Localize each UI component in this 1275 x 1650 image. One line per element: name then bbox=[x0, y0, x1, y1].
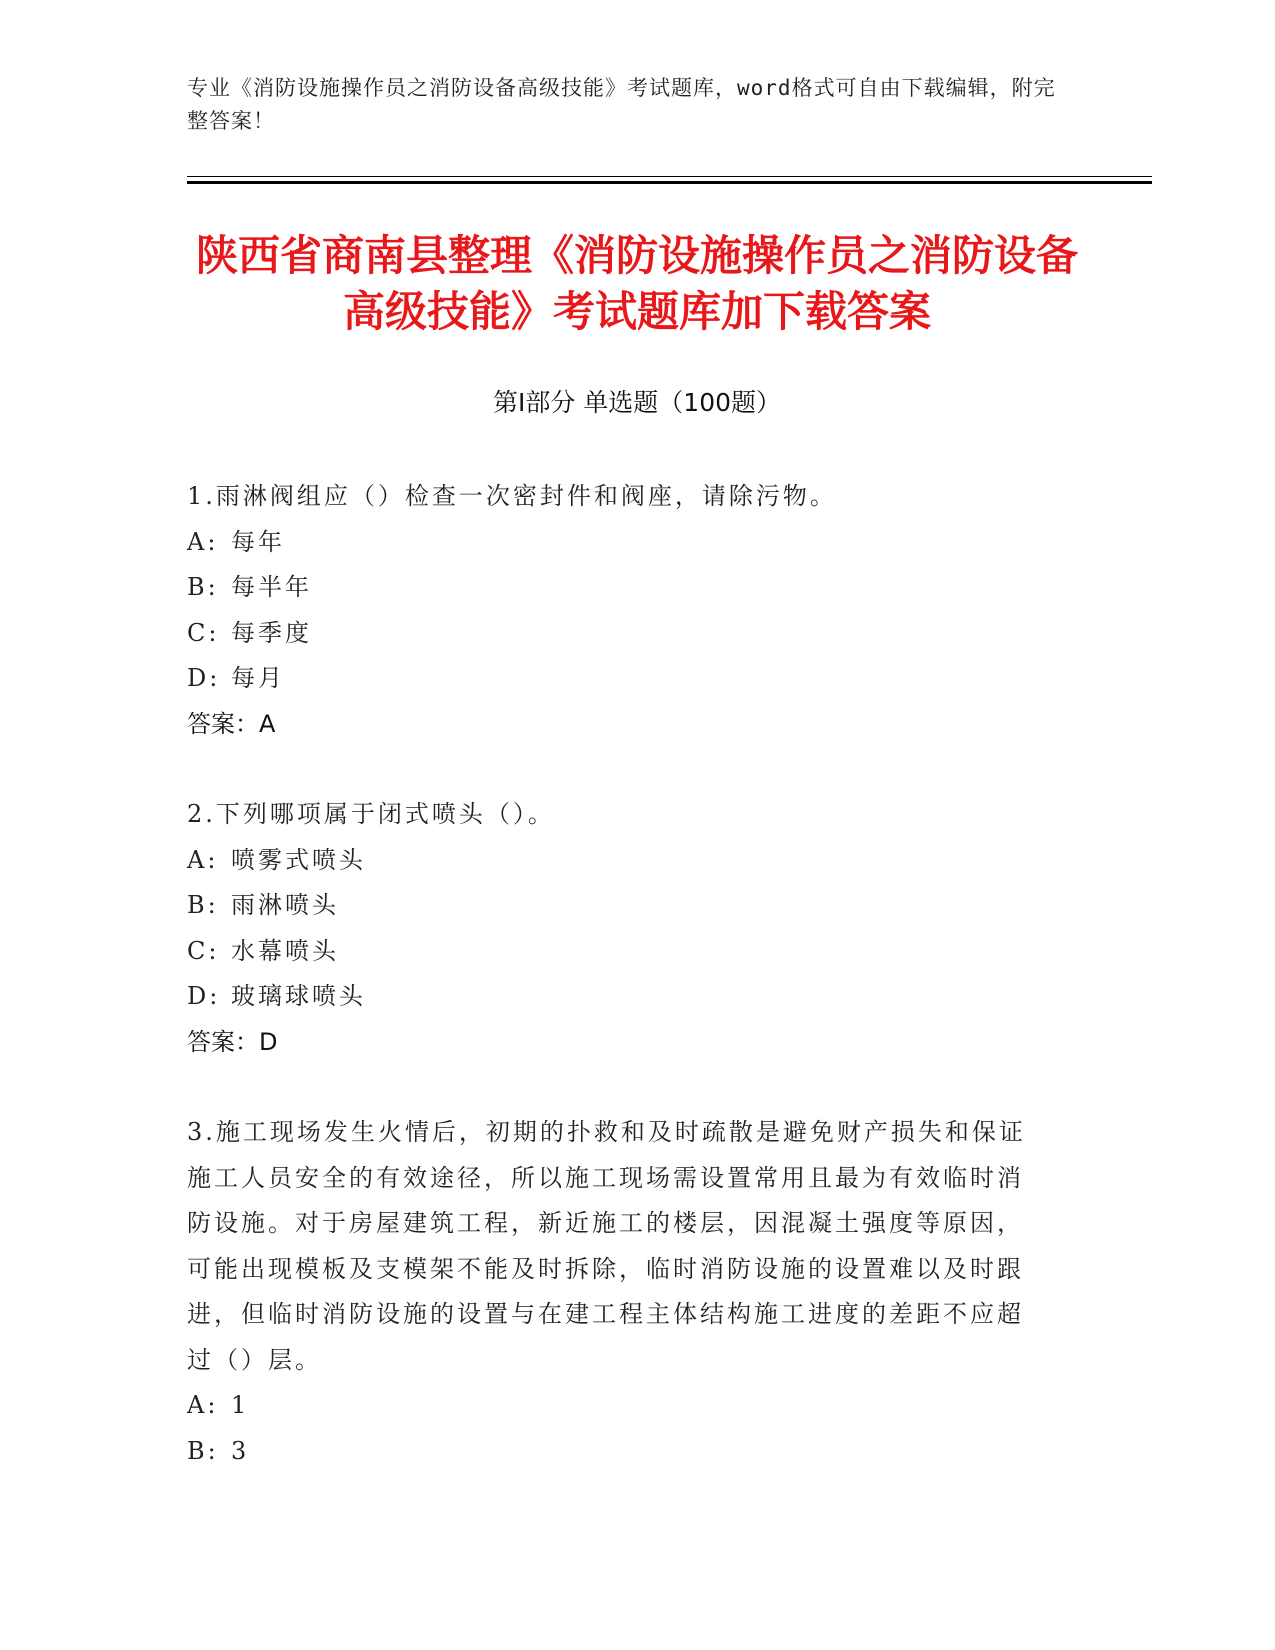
option-d bbox=[187, 656, 1047, 702]
option-a bbox=[187, 1383, 1047, 1429]
option-key: A: bbox=[187, 845, 219, 874]
section-title: 第Ⅰ部分 单选题（100题） bbox=[492, 388, 782, 417]
header-note: 专业《消防设施操作员之消防设备高级技能》考试题库，word格式可自由下载编辑，附完整答案！ bbox=[187, 76, 1056, 133]
option-text: 1 bbox=[231, 1391, 250, 1419]
option-c bbox=[187, 929, 1047, 975]
document-title: 陕西省商南县整理《消防设施操作员之消防设备高级技能》考试题库加下载答案 bbox=[195, 231, 1078, 336]
option-text: 玻璃球喷头 bbox=[231, 982, 366, 1010]
option-key: B: bbox=[187, 891, 219, 919]
option-c bbox=[187, 611, 1047, 657]
question-stem: 1.雨淋阀组应（）检查一次密封件和阀座，请除污物。 bbox=[187, 482, 837, 510]
option-text: 每月 bbox=[231, 664, 285, 692]
option-key: A: bbox=[187, 1391, 219, 1419]
option-a bbox=[187, 838, 1047, 884]
answer-line: 答案：A bbox=[187, 709, 276, 738]
option-text: 喷雾式喷头 bbox=[231, 845, 366, 874]
option-b bbox=[187, 1429, 1047, 1475]
option-text: 每年 bbox=[231, 527, 285, 556]
header-divider-thick bbox=[187, 181, 1152, 184]
option-key: A: bbox=[187, 527, 219, 556]
answer-line: 答案：D bbox=[187, 1027, 278, 1056]
question-stem: 3.施工现场发生火情后，初期的扑救和及时疏散是避免财产损失和保证施工人员安全的有效途径，所以施工现场需设置常用且最为有效临时消防设施。对于房屋建筑工程，新近施工的楼层，因混凝土强度等原因，可能出现模板及支模架不能及时拆除，临时消防设施的设置难以及时跟进，但临时消防设施的设置与在建工程主体结构施工进度的差距不应超过（）层。 bbox=[187, 1118, 1026, 1374]
option-text: 每半年 bbox=[231, 573, 312, 601]
option-b bbox=[187, 883, 1047, 929]
option-text: 3 bbox=[231, 1436, 250, 1465]
header-divider-thin bbox=[187, 176, 1152, 177]
option-key: D: bbox=[187, 982, 221, 1010]
option-key: D: bbox=[187, 664, 221, 692]
option-text: 水幕喷头 bbox=[231, 936, 339, 965]
option-d bbox=[187, 974, 1047, 1020]
question-stem: 2.下列哪项属于闭式喷头（）。 bbox=[187, 800, 555, 828]
option-text: 每季度 bbox=[231, 618, 312, 647]
option-b bbox=[187, 565, 1047, 611]
option-key: C: bbox=[187, 936, 220, 965]
option-text: 雨淋喷头 bbox=[231, 891, 339, 919]
option-key: B: bbox=[187, 1436, 219, 1465]
option-a bbox=[187, 520, 1047, 566]
question-3 bbox=[187, 1110, 1047, 1474]
question-1 bbox=[187, 474, 1047, 747]
option-key: C: bbox=[187, 618, 220, 647]
question-2 bbox=[187, 792, 1047, 1065]
option-key: B: bbox=[187, 573, 219, 601]
